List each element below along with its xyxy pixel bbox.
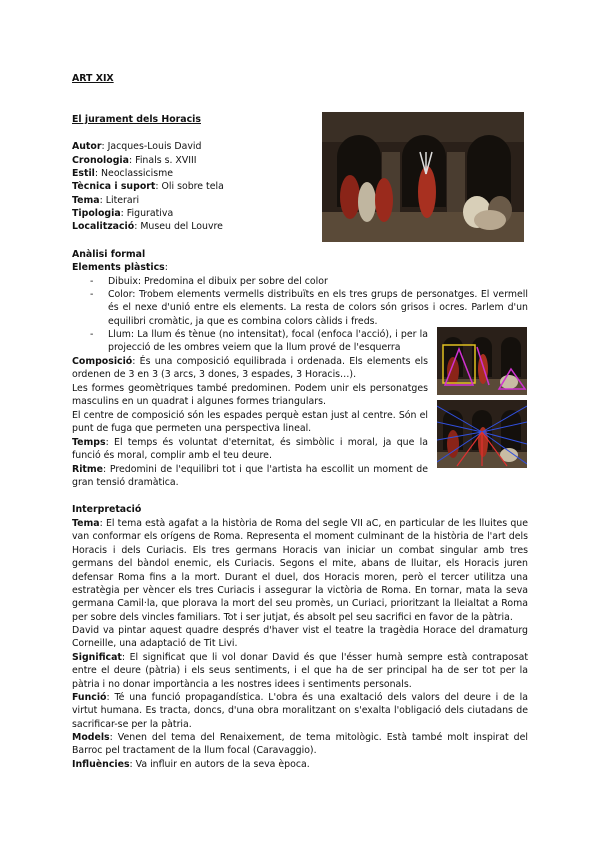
fact-tema bbox=[72, 194, 139, 207]
fact-label: Tècnica i suport bbox=[72, 181, 156, 192]
bullet-dash: - bbox=[90, 289, 94, 300]
significat-paragraph bbox=[72, 651, 528, 691]
fact-label: Cronologia bbox=[72, 155, 129, 166]
bullet-dash: - bbox=[90, 329, 94, 340]
subheading-label: Elements plàstics bbox=[72, 262, 165, 273]
centre-paragraph: El centre de composició són les espades perquè estan just al centre. Són el punt de fuga que permeten una perspectiva lineal. bbox=[72, 410, 428, 435]
fact-label: Estil bbox=[72, 168, 95, 179]
fact-value: : Figurativa bbox=[120, 208, 174, 219]
temps-text: : El temps és voluntat d'eternitat, és simbòlic i moral, ja que la funció és moral, complir amb el teu deure. bbox=[72, 437, 428, 462]
temps-paragraph bbox=[72, 436, 428, 463]
significat-label: Significat bbox=[72, 652, 122, 663]
fact-value: : Jacques-Louis David bbox=[101, 141, 202, 152]
composicio-paragraph bbox=[72, 355, 428, 382]
ritme-label: Ritme bbox=[72, 464, 104, 475]
composition-diagram-geometric bbox=[437, 327, 527, 395]
funcio-text: : Té una funció propagandística. L'obra és una exaltació dels valors del deure i de la virtut humana. Es tracta, doncs, d'una obra moralitzant on s'exalta l'obligació dels ciutadans de sacrificar-se per la pàtria. bbox=[72, 692, 528, 730]
bullet-color: Color: Trobem elements vermells distribuïts en els tres grups de personatges. El vermell és el nexe d'unió entre els elements. La resta de colors són grisos i ocres. Parlem d'un equilibri cromàtic, ja que es combina colors càlids i freds. bbox=[108, 289, 528, 327]
david-paragraph: David va pintar aquest quadre després d'haver vist el teatre la tragèdia Horace del dramaturg Corneille, una adaptació de Tit Livi. bbox=[72, 625, 528, 650]
formal-subheading bbox=[72, 261, 168, 274]
fact-value: : Finals s. XVIII bbox=[128, 155, 197, 166]
ritme-paragraph bbox=[72, 463, 428, 490]
fact-value: : Museu del Louvre bbox=[134, 221, 223, 232]
influencies-paragraph bbox=[72, 758, 528, 771]
fact-autor bbox=[72, 140, 202, 153]
formes-paragraph: Les formes geomètriques també predominen. Podem unir els personatges masculins en un quadrat i algunes formes triangulars. bbox=[72, 383, 428, 408]
bullet-dibuix: Dibuix: Predomina el dibuix per sobre del color bbox=[108, 276, 328, 287]
fact-label: Autor bbox=[72, 141, 102, 152]
fact-label: Tipologia bbox=[72, 208, 121, 219]
significat-text: : El significat que li vol donar David és que l'ésser humà sempre està contraposat entre el deure (pàtria) i els seus sentiments, i el que ha de ser principal ha de ser tot per la pàtria i no donar importància a les nostres idees i sentiments personals. bbox=[72, 652, 528, 690]
fact-value: : Literari bbox=[99, 195, 140, 206]
fact-tipologia bbox=[72, 207, 173, 220]
models-text: : Venen del tema del Renaixement, de tema mitològic. Està també molt inspirat del Barroc pel tractament de la llum focal (Caravaggio). bbox=[72, 732, 528, 757]
tema-paragraph bbox=[72, 517, 528, 624]
artwork-title: El jurament dels Horacis bbox=[72, 114, 201, 125]
document-heading: ART XIX bbox=[72, 73, 114, 84]
composicio-label: Composició bbox=[72, 356, 133, 367]
influencies-text: : Va influir en autors de la seva època. bbox=[129, 759, 310, 770]
ritme-text: : Predomini de l'equilibri tot i que l'artista ha escollit un moment de gran tensió dramàtica. bbox=[72, 464, 428, 489]
interp-heading: Interpretació bbox=[72, 504, 142, 515]
models-paragraph bbox=[72, 731, 528, 758]
fact-label: Tema bbox=[72, 195, 100, 206]
bullet-dash: - bbox=[90, 276, 94, 287]
temps-label: Temps bbox=[72, 437, 106, 448]
fact-estil bbox=[72, 167, 173, 180]
fact-value: : Oli sobre tela bbox=[155, 181, 224, 192]
bullet-llum: Llum: La llum és tènue (no intensitat), focal (enfoca l'acció), i per la projecció de les ombres veiem que la llum prové de l'esquerra bbox=[108, 329, 428, 354]
composicio-text: : És una composició equilibrada i ordenada. Els elements els ordenen de 3 en 3 (3 arcs, 3 dones, 3 espades, 3 Horacis…). bbox=[72, 356, 428, 381]
composition-diagram-perspective bbox=[437, 400, 527, 468]
funcio-label: Funció bbox=[72, 692, 107, 703]
models-label: Models bbox=[72, 732, 110, 743]
painting-image bbox=[322, 112, 524, 242]
funcio-paragraph bbox=[72, 691, 528, 731]
fact-localitzacio bbox=[72, 220, 223, 233]
fact-cronologia bbox=[72, 154, 197, 167]
formal-heading: Anàlisi formal bbox=[72, 249, 146, 260]
fact-label: Localització bbox=[72, 221, 135, 232]
tema-text: : El tema està agafat a la història de Roma del segle VII aC, en particular de les lluites que van conformar els orígens de Roma. Representa el moment culminant de la història de l'art dels Horacis i dels Curiacis. Els tres germans Horacis van iniciar un combat singular amb tres germans del bàndol enemic, els Curiacis. Segons el mite, abans de lluitar, els Horacis juren defensar Roma fins a la mort. Durant el duel, dos Horacis moren, però el tercer utilitza una estratègia per vèncer els tres Curiacis i assegurar la victòria de Roma. En tornar, mata la seva germana Camil·la, que plorava la mort del seu promès, un Curiaci, prioritzant la lleialtat a Roma per sobre dels vincles familiars. Tot i ser jutjat, és absolt pel seu sacrifici en favor de la pàtria. bbox=[72, 518, 528, 623]
fact-value: : Neoclassicisme bbox=[94, 168, 173, 179]
fact-tecnica bbox=[72, 180, 224, 193]
tema-label: Tema bbox=[72, 518, 100, 529]
subheading-tail: : bbox=[164, 262, 168, 273]
influencies-label: Influències bbox=[72, 759, 130, 770]
